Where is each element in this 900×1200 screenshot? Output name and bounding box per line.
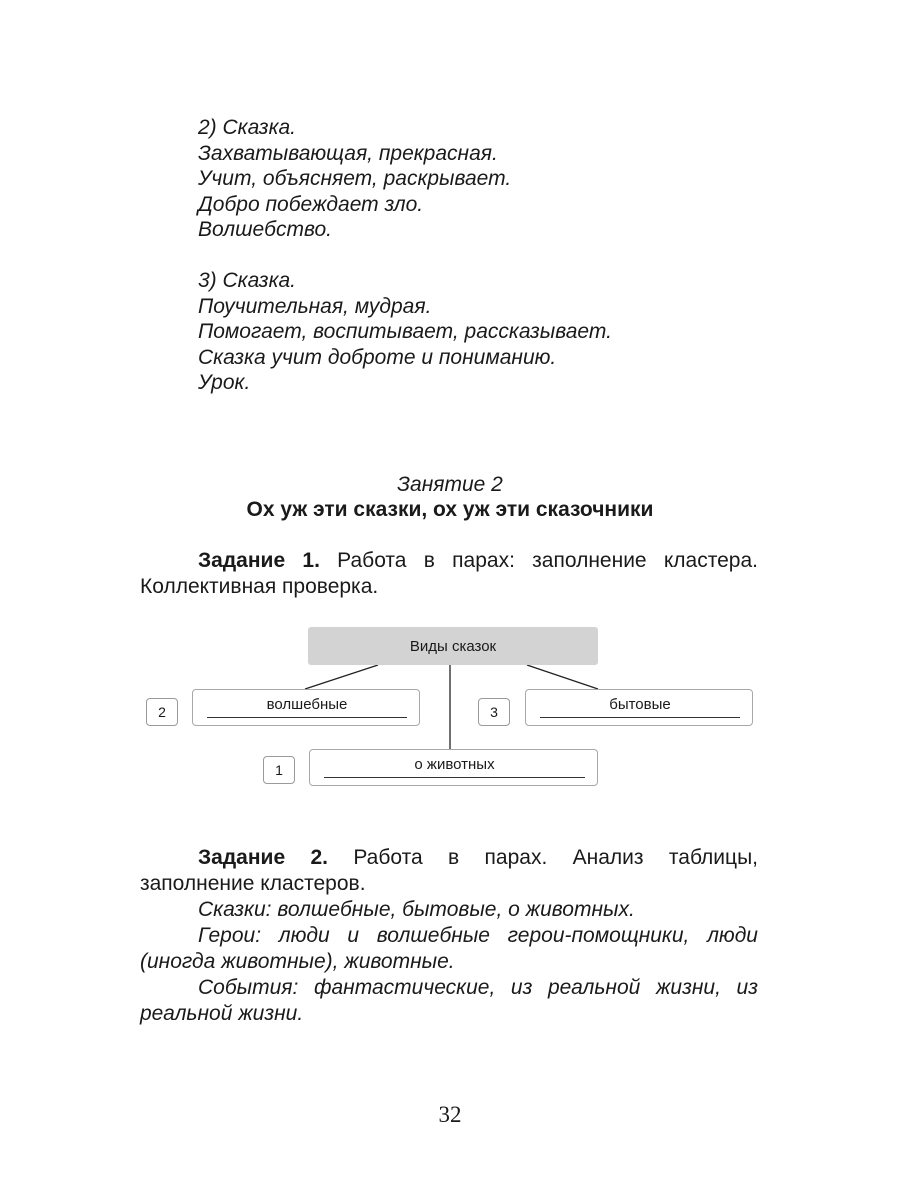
- verse-line: Добро побеждает зло.: [198, 192, 424, 216]
- cluster-head: Виды сказок: [308, 627, 598, 665]
- cluster-box-magic: [192, 689, 420, 726]
- connector-magic: [305, 665, 378, 689]
- cluster-box-everyday: [525, 689, 753, 726]
- verse-line: 3) Сказка.: [198, 269, 296, 292]
- answer-field: волшебные: [207, 695, 407, 718]
- answer-field: о животных: [324, 755, 585, 778]
- verse-line: Волшебство.: [198, 218, 332, 241]
- task-1: [140, 548, 758, 600]
- answer-field: бытовые: [540, 695, 740, 718]
- verse-2: [198, 115, 511, 243]
- task-2-text: Работа в парах. Анализ таблицы, заполнение кластеров.: [140, 846, 758, 895]
- number-badge: 3: [478, 698, 510, 726]
- verse-3: [198, 268, 612, 396]
- lesson-label: Занятие 2: [397, 473, 503, 496]
- task-2-line: Сказки: волшебные, бытовые, о животных.: [198, 898, 635, 921]
- verse-line: Учит, объясняет, раскрывает.: [198, 167, 512, 190]
- connector-everyday: [527, 665, 598, 689]
- task-1-text: Работа в парах: заполнение кластера. Коллективная проверка.: [140, 549, 758, 598]
- verse-line: Поучительная, мудрая.: [198, 294, 432, 318]
- number-badge: 1: [263, 756, 295, 784]
- verse-line: Помогает, воспитывает, рассказывает.: [198, 320, 612, 343]
- task-2-heading: Задание 2.: [198, 846, 328, 869]
- page-number: 32: [438, 1102, 462, 1127]
- task-1-heading: Задание 1.: [198, 549, 320, 572]
- verse-line: Сказка учит доброте и пониманию.: [198, 345, 557, 369]
- verse-line: Урок.: [198, 371, 251, 394]
- task-2: [140, 845, 758, 1027]
- number-badge: 2: [146, 698, 178, 726]
- lesson-title: Ох уж эти сказки, ох уж эти сказочники: [246, 498, 654, 521]
- task-2-line: Герои: люди и волшебные герои-помощники, люди (иногда животные), животные.: [140, 924, 758, 973]
- task-2-line: События: фантастические, из реальной жизни, из реальной жизни.: [140, 976, 758, 1025]
- verse-line: 2) Сказка.: [198, 116, 296, 139]
- verse-line: Захватывающая, прекрасная.: [198, 141, 498, 165]
- cluster-box-animals: [309, 749, 598, 786]
